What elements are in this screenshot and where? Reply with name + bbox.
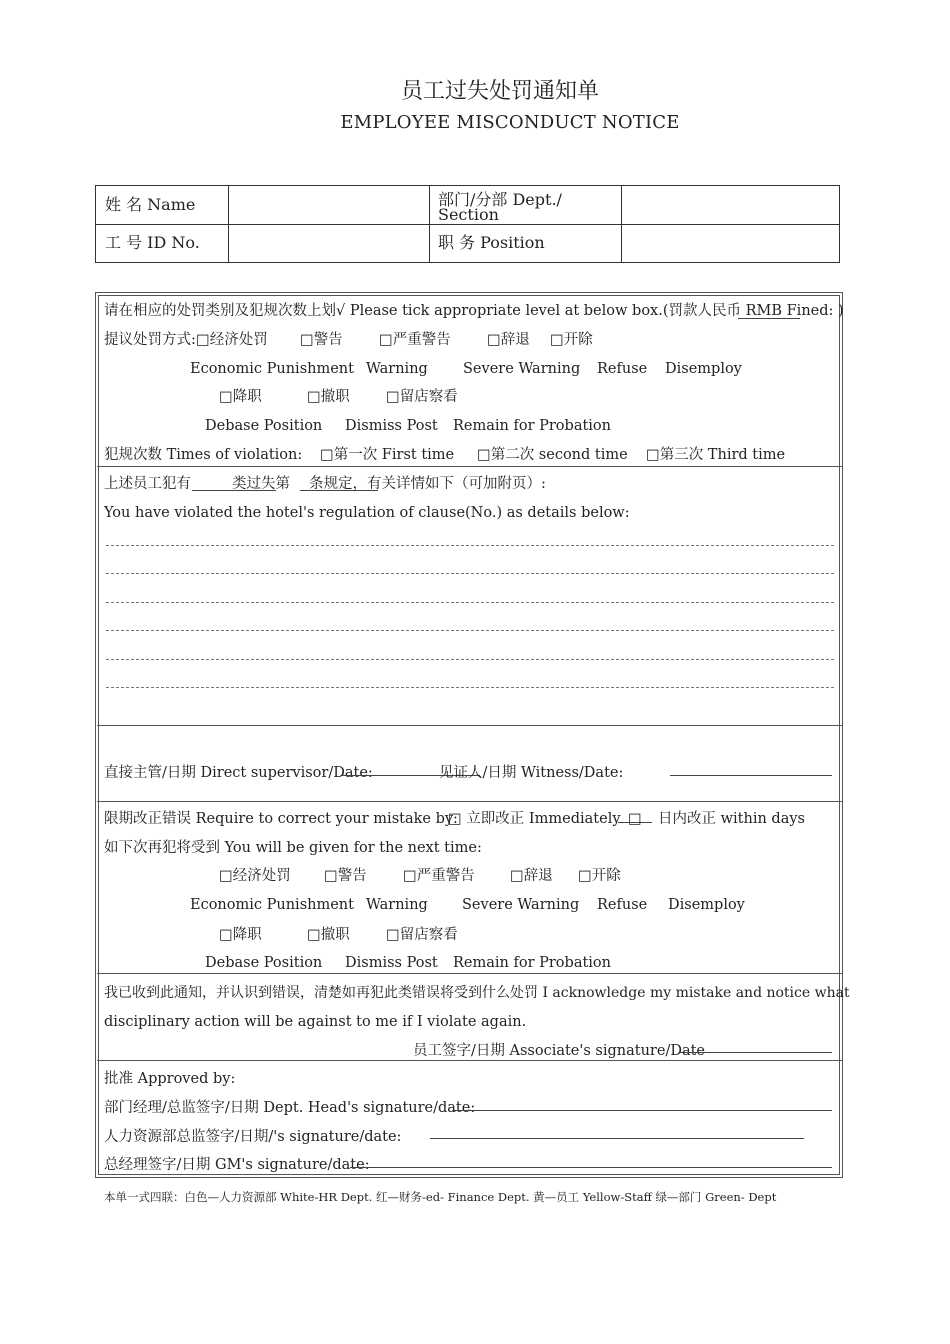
correct-label: 限期改正错误 Require to correct your mistake by:: [104, 811, 458, 827]
acknowledge-text-1: 我已收到此通知，并认识到错误，清楚如再犯此类错误将受到什么处罚 I acknowledge my mistake and notice what: [104, 985, 850, 1001]
violated-en: You have violated the hotel's regulation of clause(No.) as details below:: [104, 505, 630, 521]
checkbox-probation[interactable]: □留店察看: [386, 389, 458, 405]
detail-line[interactable]: [106, 602, 834, 603]
dept-field[interactable]: [623, 188, 837, 222]
dept-head-signature-label: 部门经理/总监签字/日期 Dept. Head's signature/date:: [104, 1100, 476, 1116]
dept-head-signature-line[interactable]: [452, 1110, 832, 1111]
next-option-en-dismiss: Dismiss Post: [345, 955, 438, 971]
id-label: 工 号 ID No.: [105, 233, 200, 252]
next-time-label: 如下次再犯将受到 You will be given for the next time:: [104, 840, 482, 856]
hr-signature-line[interactable]: [430, 1138, 804, 1139]
id-field[interactable]: [230, 226, 426, 260]
option-en-economic: Economic Punishment: [190, 361, 354, 377]
next-option-en-refuse: Refuse: [597, 897, 648, 913]
next-option-en-warning: Warning: [366, 897, 428, 913]
option-en-disemploy: Disemploy: [665, 361, 742, 377]
next-checkbox-severe[interactable]: □严重警告: [403, 868, 475, 884]
employee-info-table: [95, 185, 840, 263]
hr-signature-label: 人力资源部总监签字/日期/'s signature/date:: [104, 1129, 402, 1145]
next-checkbox-disemploy[interactable]: □开除: [578, 868, 621, 884]
associate-signature-label: 员工签字/日期 Associate's signature/Date: [413, 1043, 706, 1059]
name-field[interactable]: [230, 188, 426, 222]
within-days-label: 日内改正 within days: [658, 811, 805, 827]
title-cn: 员工过失处罚通知单: [400, 79, 599, 104]
checkbox-dismiss[interactable]: □撤职: [307, 389, 350, 405]
witness-label: 见证人/日期 Witness/Date:: [439, 765, 624, 781]
checkbox-debase[interactable]: □降职: [219, 389, 262, 405]
proposed-label: 提议处罚方式:: [104, 332, 196, 348]
associate-signature-line[interactable]: [680, 1052, 832, 1053]
option-en-probation: Remain for Probation: [453, 418, 611, 434]
times-label: 犯规次数 Times of violation:: [104, 447, 303, 463]
next-checkbox-refuse[interactable]: □辞退: [510, 868, 553, 884]
gm-signature-label: 总经理签字/日期 GM's signature/date:: [104, 1157, 370, 1173]
checkbox-refuse[interactable]: □辞退: [487, 332, 530, 348]
next-option-en-probation: Remain for Probation: [453, 955, 611, 971]
detail-line[interactable]: [106, 573, 834, 574]
next-option-en-severe: Severe Warning: [462, 897, 580, 913]
copies-footer: 本单一式四联：白色—人力资源部 White-HR Dept. 红—财务-ed- Finance Dept. 黄—员工 Yellow-Staff 绿—部门 Green- Dept: [104, 1190, 777, 1204]
gm-signature-line[interactable]: [350, 1167, 832, 1168]
next-option-en-disemploy: Disemploy: [668, 897, 745, 913]
next-checkbox-probation[interactable]: □留店察看: [386, 927, 458, 943]
violated-cn-a: 上述员工犯有: [104, 476, 191, 492]
checkbox-severe-warning[interactable]: □严重警告: [379, 332, 451, 348]
title-en: EMPLOYEE MISCONDUCT NOTICE: [340, 112, 680, 133]
option-en-severe: Severe Warning: [463, 361, 581, 377]
acknowledge-text-2: disciplinary action will be against to me if I violate again.: [104, 1014, 527, 1030]
detail-line[interactable]: [106, 630, 834, 631]
option-en-dismiss: Dismiss Post: [345, 418, 438, 434]
position-field[interactable]: [623, 226, 837, 260]
violated-cn-c: 条规定，有关详情如下（可加附页）:: [309, 476, 546, 492]
next-checkbox-economic[interactable]: □经济处罚: [219, 868, 291, 884]
checkbox-warning[interactable]: □警告: [300, 332, 343, 348]
checkbox-economic[interactable]: □经济处罚: [196, 332, 268, 348]
violated-cn-b: 类过失第: [232, 476, 290, 492]
checkbox-immediately[interactable]: □ 立即改正 Immediately: [448, 811, 621, 827]
approved-label: 批准 Approved by:: [104, 1071, 236, 1087]
position-label: 职 务 Position: [438, 233, 545, 252]
next-option-en-debase: Debase Position: [205, 955, 323, 971]
option-en-refuse: Refuse: [597, 361, 648, 377]
next-checkbox-debase[interactable]: □降职: [219, 927, 262, 943]
detail-line[interactable]: [106, 659, 834, 660]
checkbox-first-time[interactable]: □第一次 First time: [320, 447, 455, 463]
next-checkbox-dismiss[interactable]: □撤职: [307, 927, 350, 943]
option-en-warning: Warning: [366, 361, 428, 377]
checkbox-disemploy[interactable]: □开除: [550, 332, 593, 348]
instruction-text: 请在相应的处罚类别及犯规次数上划√ Please tick appropriate level at below box.(罚款人民币 RMB Fined: ): [104, 303, 844, 319]
next-option-en-economic: Economic Punishment: [190, 897, 354, 913]
dept-label: 部门/分部 Dept./ Section: [438, 190, 562, 224]
checkbox-second-time[interactable]: □第二次 second time: [477, 447, 628, 463]
checkbox-within-days[interactable]: □: [628, 811, 642, 827]
name-label: 姓 名 Name: [105, 195, 196, 214]
checkbox-third-time[interactable]: □第三次 Third time: [646, 447, 786, 463]
detail-line[interactable]: [106, 545, 834, 546]
witness-signature-line[interactable]: [670, 775, 832, 776]
detail-line[interactable]: [106, 687, 834, 688]
next-checkbox-warning[interactable]: □警告: [324, 868, 367, 884]
option-en-debase: Debase Position: [205, 418, 323, 434]
supervisor-label: 直接主管/日期 Direct supervisor/Date:: [104, 765, 373, 781]
